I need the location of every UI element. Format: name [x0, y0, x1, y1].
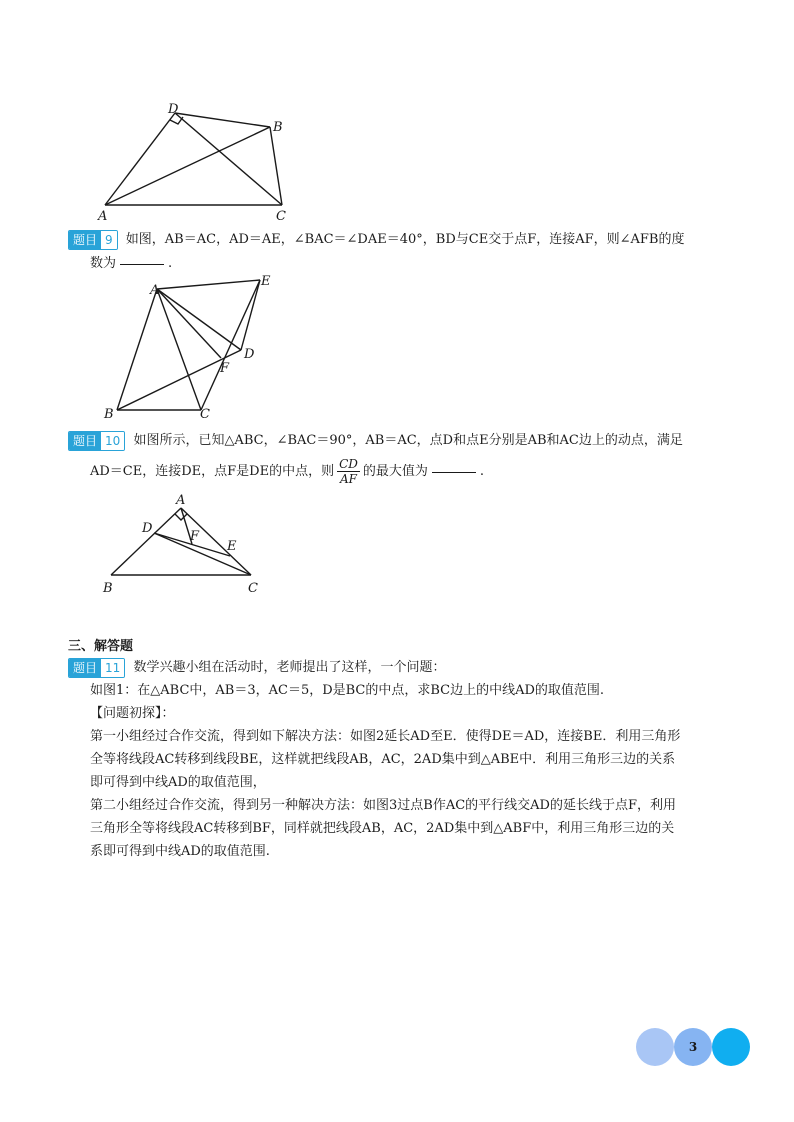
answer-blank	[120, 264, 164, 265]
deco-dot-left	[636, 1028, 674, 1066]
question-11-line5: 全等将线段AC转移到线段BE，这样就把线段AB，AC，2AD集中到△ABE中．利用三角形三边的关系	[90, 752, 676, 767]
label-C: C	[276, 209, 286, 224]
question-11-line6: 即可得到中线AD的取值范围，	[90, 775, 266, 790]
edge-AF	[157, 289, 221, 358]
label-E: E	[261, 274, 271, 289]
edge-AB	[117, 289, 157, 410]
edge-AB	[105, 127, 270, 205]
label-D: D	[168, 102, 179, 117]
label-A: A	[176, 493, 186, 508]
right-angle-mark	[175, 514, 187, 520]
edge-AD	[157, 289, 241, 350]
edge-BA	[111, 508, 181, 575]
figure-quadrilateral	[95, 95, 305, 225]
answer-blank	[432, 472, 476, 473]
edge-AC	[157, 289, 201, 410]
label-F: F	[190, 529, 200, 544]
question-11-line4: 第一小组经过合作交流，得到如下解决方法：如图2延长AD至E．使得DE＝AD，连接BE．利用三角形	[90, 729, 681, 744]
label-B: B	[103, 581, 113, 596]
label-A: A	[98, 209, 108, 224]
edge-AE	[157, 280, 260, 289]
question-9	[68, 229, 684, 251]
question-badge: 题目 10	[68, 431, 125, 451]
question-11-line9: 系即可得到中线AD的取值范围.	[90, 844, 270, 859]
label-B: B	[104, 407, 114, 422]
figure-question-10	[98, 488, 273, 598]
question-11-line8: 三角形全等将线段AC转移到BF，同样就把线段AB，AC，2AD集中到△ABF中，利用三角形三边的关	[90, 821, 675, 836]
question-9-line2: 数为 .	[90, 256, 173, 271]
label-C: C	[248, 581, 258, 596]
edge-BD	[117, 350, 241, 410]
question-11-line2: 如图1：在△ABC中，AB＝3，AC＝5，D是BC的中点，求BC边上的中线AD的取值范围.	[90, 683, 605, 698]
label-C: C	[200, 407, 210, 422]
label-E: E	[227, 539, 237, 554]
question-badge: 题目 9	[68, 230, 118, 250]
question-10-line2: AD＝CE，连接DE，点F是DE的中点，则 $\frac{CD}{AF}$ 的最大值为 .	[90, 457, 485, 486]
page-number-decoration	[636, 1027, 752, 1067]
question-11	[68, 657, 445, 679]
question-10-line1: 如图所示，已知△ABC，∠BAC＝90°，AB＝AC，点D和点E分别是AB和AC边上的动点，满足	[133, 433, 683, 448]
fraction-cd-af: $\frac{CD}{AF}$	[339, 457, 358, 486]
question-11-line1: 数学兴趣小组在活动时，老师提出了这样，一个问题：	[133, 660, 446, 675]
label-F: F	[220, 361, 230, 376]
question-11-line7: 第二小组经过合作交流，得到另一种解决方法：如图3过点B作AC的平行线交AD的延长线于点F，利用	[90, 798, 676, 813]
question-11-line3: 【问题初探】：	[90, 706, 175, 721]
edge-BC	[270, 127, 282, 205]
question-10	[68, 430, 683, 452]
edge-AD	[105, 113, 175, 205]
label-B: B	[273, 120, 283, 135]
section-title: 三、解答题	[68, 639, 134, 654]
label-D: D	[244, 347, 255, 362]
deco-dot-right	[712, 1028, 750, 1066]
page-number-circle	[674, 1028, 712, 1066]
question-9-line1: 如图，AB＝AC，AD＝AE，∠BAC＝∠DAE＝40°，BD与CE交于点F，连接AF，则∠AFB的度	[125, 232, 685, 247]
page-number: 3	[688, 1040, 698, 1054]
question-badge: 题目 11	[68, 658, 125, 678]
figure-question-9	[100, 272, 280, 422]
label-D: D	[142, 521, 153, 536]
label-A: A	[150, 283, 160, 298]
